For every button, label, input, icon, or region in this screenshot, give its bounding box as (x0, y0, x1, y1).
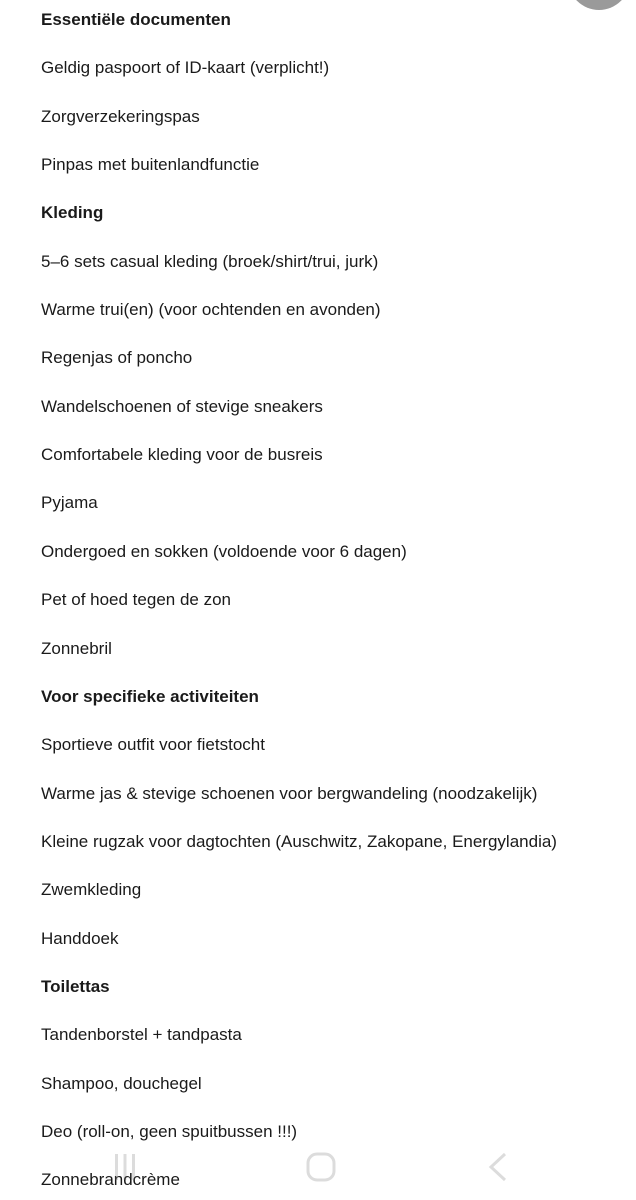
list-item: Regenjas of poncho (41, 348, 193, 367)
list-item: Geldig paspoort of ID-kaart (verplicht!) (41, 58, 330, 77)
list-item: Zonnebril (41, 639, 112, 658)
section-heading-kleding: Kleding (41, 203, 104, 222)
list-item: Tandenborstel + tandpasta (41, 1025, 242, 1044)
list-item: Shampoo, douchegel (41, 1074, 202, 1093)
list-item: Kleine rugzak voor dagtochten (Auschwitz, Zakopane, Energylandia) (41, 832, 557, 851)
section-heading-essentiele-documenten: Essentiële documenten (41, 10, 231, 29)
list-item: Pet of hoed tegen de zon (41, 590, 231, 609)
list-item: Handdoek (41, 929, 119, 948)
back-icon[interactable] (486, 1152, 510, 1182)
overlay-button-icon[interactable] (568, 0, 630, 10)
list-item: Sportieve outfit voor fietstocht (41, 735, 265, 754)
list-item: Warme trui(en) (voor ochtenden en avonden) (41, 300, 381, 319)
list-item: 5–6 sets casual kleding (broek/shirt/trui, jurk) (41, 252, 379, 271)
list-item: Pyjama (41, 493, 98, 512)
home-icon[interactable] (305, 1151, 337, 1183)
list-item: Zonnebrandcrème (41, 1170, 180, 1189)
list-item: Pinpas met buitenlandfunctie (41, 155, 260, 174)
section-heading-toilettas: Toilettas (41, 977, 110, 996)
list-item: Deo (roll-on, geen spuitbussen !!!) (41, 1122, 298, 1141)
list-item: Warme jas & stevige schoenen voor bergwandeling (noodzakelijk) (41, 784, 538, 803)
list-item: Zwemkleding (41, 880, 142, 899)
list-item: Zorgverzekeringspas (41, 107, 200, 126)
section-heading-specifieke-activiteiten: Voor specifieke activiteiten (41, 687, 259, 706)
list-item: Ondergoed en sokken (voldoende voor 6 dagen) (41, 542, 407, 561)
list-item: Wandelschoenen of stevige sneakers (41, 397, 323, 416)
recent-apps-icon[interactable] (114, 1152, 136, 1182)
list-item: Comfortabele kleding voor de busreis (41, 445, 323, 464)
